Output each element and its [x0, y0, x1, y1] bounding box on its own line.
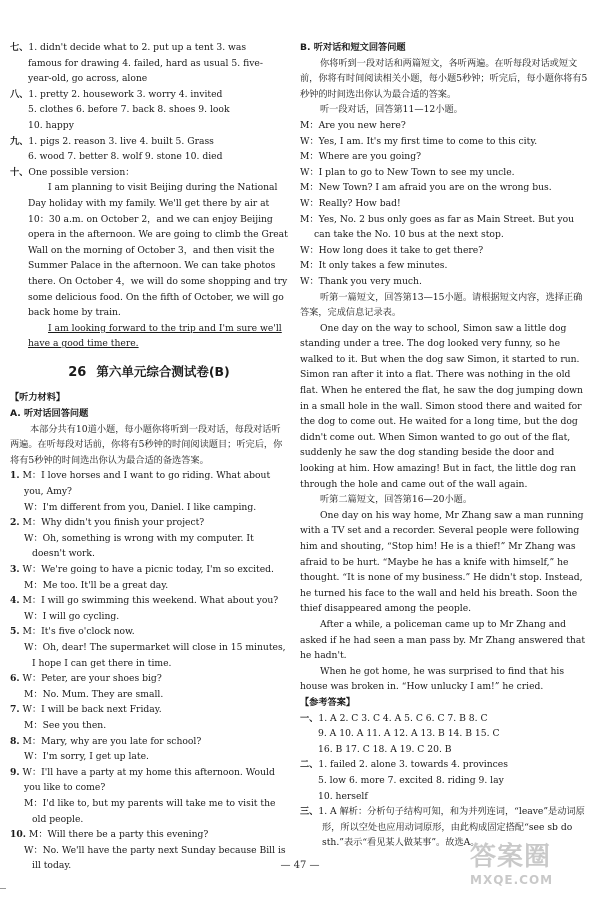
- dialogue-line: [10, 562, 288, 578]
- answer-line: 1. A 2. C 3. C 4. A 5. C 6. C 7. B 8. C: [318, 712, 488, 724]
- dialog-line: W：Really? How bad!: [300, 197, 401, 209]
- dialogue-line: W：I will go cycling.: [24, 610, 120, 622]
- section-a-intro: 本部分共有10道小题，每小题你将听到一段对话，每段对话听两遍。在听每段对话前，你将有5秒钟的时间阅读题目；听完后，你将有5秒钟的时间选出你认为最合适的备选答案。: [10, 423, 283, 466]
- dialogue-item: [10, 765, 288, 827]
- answer-line: 1. pretty 2. housework 3. worry 4. invited: [28, 88, 223, 100]
- answer-line: 16. B 17. C 18. A 19. C 20. B: [318, 743, 452, 755]
- dialog-line: M：Yes, No. 2 bus only goes as far as Main Street. But you can take the No. 10 bus at the next stop.: [300, 213, 575, 241]
- dialogue-text: W：We're going to have a picnic today, I'm so excited.: [22, 564, 274, 575]
- dialogue-line: [10, 593, 288, 609]
- dialogue-line: [10, 734, 288, 750]
- dialogue-item: [10, 671, 288, 702]
- dialogue-text: M：Why didn't you finish your project?: [22, 517, 205, 529]
- answer-line: famous for drawing 4. failed, hard as usual 5. five-: [28, 57, 263, 69]
- answer-line: 10. happy: [28, 119, 74, 131]
- dialogue-text: W：I will be back next Friday.: [22, 704, 162, 716]
- dialogue-line: [10, 624, 288, 640]
- group-label: 十、: [10, 166, 29, 178]
- dialogue-item: [10, 624, 288, 671]
- dialog-line: M：Are you new here?: [300, 119, 406, 131]
- dialogue-number: 5.: [10, 626, 20, 638]
- margin-mark: [0, 888, 6, 889]
- dialogue-text: W：Peter, are your shoes big?: [22, 673, 162, 685]
- page-number: — 47 —: [280, 860, 320, 871]
- group-label: 八、: [10, 88, 29, 100]
- answer-line: 1. pigs 2. reason 3. live 4. built 5. Grass: [28, 135, 214, 147]
- passage2-paragraph: After a while, a policeman came up to Mr Zhang and asked if he had seen a man pass by. Mr Zhang answered that he hadn't.: [300, 618, 586, 662]
- dialog-lines: [300, 118, 588, 290]
- dialog-line: W：Thank you very much.: [300, 275, 422, 287]
- dialogue-number: 2.: [10, 517, 20, 529]
- watermark-url: MXQE.COM: [470, 873, 554, 887]
- answer-group-8: [10, 87, 288, 134]
- dialog-line: M：New Town? I am afraid you are on the wrong bus.: [300, 182, 552, 194]
- answer-line: 5. low 6. more 7. excited 8. riding 9. lay: [318, 774, 504, 786]
- dialogue-line: [10, 827, 288, 843]
- version-intro: One possible version：: [28, 166, 135, 178]
- dialogue-item: [10, 468, 288, 515]
- answer-group-10: [10, 165, 288, 352]
- dialogue-item: [10, 515, 288, 562]
- dialogue-line: [10, 671, 288, 687]
- unit-number: 26: [68, 364, 87, 380]
- essay-paragraph: I am planning to visit Beijing during the National Day holiday with my family. We'll get there by air at 10：30 a.m. on October 2，and we can enjoy Beijing opera in the afternoon. We are going to climb the Great Wall on the morning of October 3，and then visit the Summer Palace in the afternoon. We can take photos there. On October 4，we will do some shopping and try some delicious food. On the fifth of October, we will go back home by train.: [28, 182, 288, 319]
- right-column: [300, 40, 588, 851]
- answer-group-2: [300, 757, 588, 804]
- dialogue-text: M：I will go swimming this weekend. What about you?: [22, 595, 279, 607]
- dialogue-number: 1.: [10, 470, 20, 482]
- passage2-prompt: 听第二篇短文，回答第16—20小题。: [320, 494, 473, 506]
- dialogue-number: 4.: [10, 595, 20, 607]
- passage2-paragraph: When he got home, he was surprised to find that his house was broken in. “How unlucky I am!” he cried.: [300, 665, 565, 693]
- dialogue-line: M：I'd like to, but my parents will take me to visit the old people.: [24, 797, 276, 825]
- dialogue-line: [10, 468, 288, 499]
- essay-closing-line: I am looking forward to the trip and I'm sure we'll: [48, 322, 282, 334]
- group-label: 一、: [300, 712, 319, 724]
- dialog-line: W：How long does it take to get there?: [300, 244, 484, 256]
- listening-material-header: 【听力材料】: [10, 392, 66, 404]
- dialogue-item: [10, 562, 288, 593]
- answer-group-7: [10, 40, 288, 87]
- watermark-logo: [470, 836, 592, 892]
- essay-closing-line: have a good time there.: [28, 338, 139, 350]
- reference-answers-header: 【参考答案】: [300, 696, 356, 708]
- dialogue-line: W：I'm sorry, I get up late.: [24, 751, 149, 763]
- answer-line: year-old, go across, alone: [28, 73, 148, 85]
- dialog-line: M：It only takes a few minutes.: [300, 260, 448, 272]
- dialogue-text: M：It's five o'clock now.: [22, 626, 135, 638]
- dialogue-line: [10, 702, 288, 718]
- group-label: 二、: [300, 759, 319, 771]
- watermark-brand: 答案圈: [470, 842, 552, 872]
- dialogue-number: 6.: [10, 673, 20, 685]
- passage1-text: One day on the way to school, Simon saw a little dog standing under a tree. The dog looked very funny, so he walked to it. But when the dog saw Simon, it started to run. Simon ran after it into a flat. There was nothing in the old flat. When he entered the flat, he saw the dog jumping down in a small hole in the wall. Simon stood there and waited for the dog to come out. He waited for a long time, but the dog didn't come out. When Simon wanted to go out of the flat, suddenly he saw the dog standing beside the door and looking at him. How amazing! But in fact, the little dog ran through the hole and came out of the wall again.: [300, 322, 583, 490]
- dialogue-text: M：I love horses and I want to go riding. What about you, Amy?: [22, 470, 271, 498]
- answer-group-9: [10, 134, 288, 165]
- dialog-prompt: 听一段对话，回答第11—12小题。: [320, 104, 463, 116]
- unit-title: [10, 364, 288, 381]
- answer-group-1: [300, 711, 588, 758]
- dialogue-line: M：See you then.: [24, 719, 107, 731]
- dialogue-line: W：No. We'll have the party next Sunday because Bill is ill today.: [24, 844, 286, 872]
- dialog-line: W：I plan to go to New Town to see my uncle.: [300, 166, 515, 178]
- dialogue-item: [10, 702, 288, 733]
- answer-explanation: 1. A 解析：分析句子结构可知，和为并列连词，“leave”是动词原形，所以空处也应用动词原形，由此构成固定搭配“see sb do sth.”表示“看见某人做某事”。故选A。: [318, 806, 585, 849]
- dialogue-number: 7.: [10, 704, 20, 716]
- answer-line: 5. clothes 6. before 7. back 8. shoes 9. look: [28, 104, 230, 116]
- group-label: 九、: [10, 135, 29, 147]
- answer-line: 1. didn't decide what to 2. put up a tent 3. was: [28, 42, 247, 53]
- dialogue-line: [10, 515, 288, 531]
- dialogue-line: W：Oh, dear! The supermarket will close in 15 minutes, I hope I can get there in time.: [24, 641, 286, 669]
- dialogue-text: M：Mary, why are you late for school?: [22, 735, 202, 747]
- dialogue-text: W：I'll have a party at my home this afternoon. Would you like to come?: [22, 766, 275, 794]
- dialog-line: W：Yes, I am. It's my first time to come to this city.: [300, 135, 538, 147]
- dialogue-line: M：No. Mum. They are small.: [24, 688, 164, 700]
- dialogue-item: [10, 734, 288, 765]
- left-column: [10, 40, 288, 874]
- dialogue-line: [10, 765, 288, 796]
- answer-line: 10. herself: [318, 790, 368, 802]
- dialogue-number: 3.: [10, 564, 20, 575]
- dialog-line: M：Where are you going?: [300, 151, 422, 163]
- answer-line: 6. wood 7. better 8. wolf 9. stone 10. died: [28, 151, 223, 163]
- dialogue-text: M：Will there be a party this evening?: [28, 829, 209, 841]
- dialogue-line: W：I'm different from you, Daniel. I like camping.: [24, 501, 257, 513]
- dialogue-number: 9.: [10, 766, 20, 778]
- dialogue-number: 8.: [10, 735, 20, 747]
- unit-title-text: 第六单元综合测试卷(B): [96, 363, 230, 379]
- dialogue-line: W：Oh, something is wrong with my computer. It doesn't work.: [24, 532, 254, 560]
- group-label: 七、: [10, 42, 29, 53]
- passage1-prompt: 听第一篇短文，回答第13—15小题。请根据短文内容，选择正确答案，完成信息记录表。: [300, 291, 583, 319]
- section-b-intro: 你将听到一段对话和两篇短文，各听两遍。在听每段对话或短文前，你将有时间阅读相关小题，每小题5秒钟；听完后，每小题你将有5秒钟的时间选出你认为最合适的答案。: [300, 57, 588, 100]
- answer-line: 9. A 10. A 11. A 12. A 13. B 14. B 15. C: [318, 728, 500, 740]
- group-label: 三、: [300, 806, 319, 818]
- dialogue-number: 10.: [10, 829, 26, 841]
- section-a-title: A. 听对话回答问题: [10, 408, 89, 420]
- dialogue-line: M：Me too. It'll be a great day.: [24, 579, 169, 591]
- dialogue-list: [10, 468, 288, 873]
- answer-line: 1. failed 2. alone 3. towards 4. provinces: [318, 759, 508, 771]
- dialogue-item: [10, 593, 288, 624]
- section-b-title: B. 听对话和短文回答问题: [300, 42, 406, 53]
- passage2-paragraph: One day on his way home, Mr Zhang saw a man running with a TV set and a recorder. Several people were following him and shouting, “Stop him! He is a thief!” Mr Zhang was afraid to be hurt. “Maybe he has a knife with himself,” he thought. “It is none of my business.” He didn't stop. Instead, he turned his face to the wall and held his breath. Soon the thief disappeared among the people.: [300, 509, 584, 615]
